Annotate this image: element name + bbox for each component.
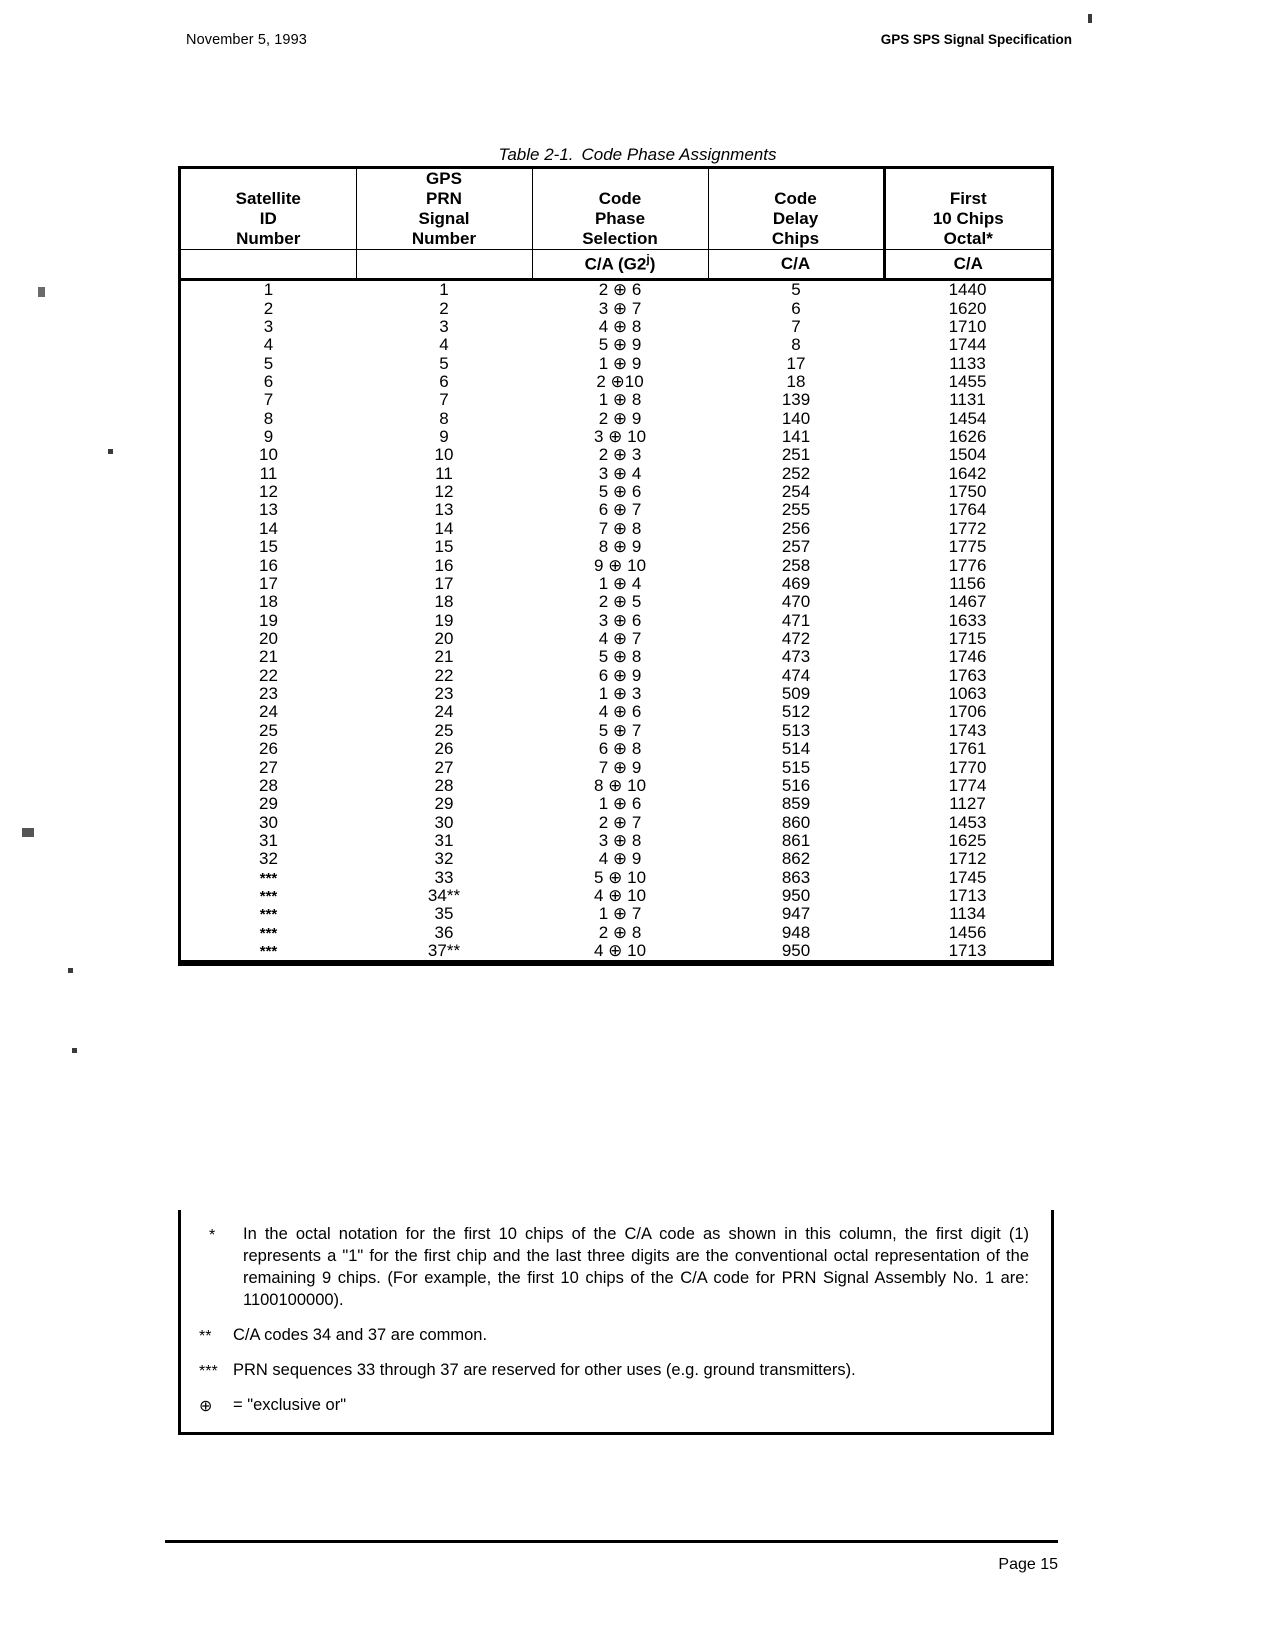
table-row (181, 520, 1051, 538)
header-line: PRN (426, 188, 462, 208)
table-body (181, 280, 1051, 962)
table-row (181, 501, 1051, 519)
cell-prn-number: 27 (434, 757, 454, 777)
cell-satellite-id: 28 (259, 775, 278, 795)
cell-code-delay-chips: 861 (781, 830, 811, 850)
cell-prn-number: 31 (434, 830, 454, 850)
table-row (181, 612, 1051, 630)
table-row (181, 575, 1051, 593)
cell-first-10-chips-octal: 1642 (948, 463, 987, 483)
table-row (181, 410, 1051, 428)
cell-code-phase-selection: 4 ⊕ 6 (598, 702, 642, 722)
cell-code-delay-chips: 258 (781, 555, 811, 575)
table-row (181, 355, 1051, 373)
table-caption (0, 145, 1275, 165)
cell-prn-number: 7 (439, 390, 449, 410)
cell-code-phase-selection: 2 ⊕ 6 (598, 280, 642, 300)
cell-prn-number: 18 (434, 592, 454, 612)
cell-first-10-chips-octal: 1713 (884, 942, 1051, 962)
cell-first-10-chips-octal: 1710 (948, 316, 987, 336)
cell-code-delay-chips: 473 (781, 647, 811, 667)
header-line: Signal (418, 208, 470, 228)
cell-prn-number: 30 (434, 812, 454, 832)
cell-code-phase-selection: 5 ⊕ 10 (593, 867, 647, 887)
cell-satellite-id: 5 (263, 353, 274, 373)
cell-code-phase-selection: 2 ⊕ 9 (598, 408, 642, 428)
cell-prn-number: 24 (434, 702, 454, 722)
cell-code-phase-selection: 6 ⊕ 7 (598, 500, 642, 520)
cell-first-10-chips-octal: 1063 (948, 684, 987, 704)
table-row (181, 832, 1051, 850)
header-line: Code (598, 188, 642, 208)
cell-first-10-chips-octal: 1620 (948, 298, 987, 318)
column-header-code-phase-selection (532, 169, 708, 249)
cell-code-phase-selection: 6 ⊕ 8 (598, 739, 642, 759)
column-header-gps-prn-signal-number (356, 169, 532, 249)
table-subheader-row (181, 249, 1051, 280)
cell-code-phase-selection: 1 ⊕ 9 (598, 353, 642, 373)
cell-code-phase-selection: 9 ⊕ 10 (593, 555, 647, 575)
table-row (181, 557, 1051, 575)
cell-first-10-chips-octal: 1456 (948, 922, 987, 942)
cell-prn-number: 9 (439, 427, 449, 447)
cell-code-delay-chips: 18 (786, 371, 806, 391)
cell-code-delay-chips: 469 (781, 573, 811, 593)
table-caption-number: Table 2-1. (498, 145, 574, 164)
cell-prn-number: 5 (439, 353, 449, 373)
code-phase-table-container (178, 166, 1054, 966)
cell-prn-number: 14 (434, 518, 454, 538)
header-line: 10 Chips (932, 208, 1004, 228)
cell-prn-number: 22 (434, 665, 454, 685)
cell-prn-number: 25 (434, 720, 454, 740)
footnote (199, 1224, 1029, 1312)
cell-prn-number: 33 (434, 867, 454, 887)
table-row (181, 905, 1051, 923)
cell-code-delay-chips: 256 (781, 518, 811, 538)
cell-satellite-id: 20 (259, 628, 278, 648)
cell-prn-number: 13 (434, 500, 454, 520)
footnote-marker: * (209, 1227, 216, 1244)
header-date: November 5, 1993 (186, 32, 307, 48)
scan-speck (72, 1048, 77, 1053)
cell-satellite-id: *** (259, 924, 278, 942)
table-row (181, 685, 1051, 703)
table-row (181, 722, 1051, 740)
cell-code-phase-selection: 4 ⊕ 10 (593, 886, 647, 906)
cell-satellite-id: 6 (263, 371, 274, 391)
cell-code-phase-selection: 1 ⊕ 7 (598, 904, 642, 924)
table-row (181, 740, 1051, 758)
cell-satellite-id: 8 (263, 408, 274, 428)
header-line: Selection (582, 228, 658, 248)
header-line: Number (411, 228, 477, 248)
cell-satellite-id: *** (181, 942, 356, 962)
cell-code-phase-selection: 5 ⊕ 7 (598, 720, 642, 740)
footer-divider (165, 1540, 1058, 1543)
footnote-marker: ⊕ (199, 1398, 213, 1416)
cell-code-delay-chips: 859 (781, 794, 811, 814)
cell-first-10-chips-octal: 1764 (948, 500, 987, 520)
cell-first-10-chips-octal: 1745 (948, 867, 987, 887)
cell-code-phase-selection: 2 ⊕10 (596, 371, 644, 391)
cell-first-10-chips-octal: 1774 (948, 775, 987, 795)
table-footnotes (178, 1210, 1054, 1435)
cell-satellite-id: 31 (259, 830, 278, 850)
cell-prn-number: 19 (434, 610, 454, 630)
cell-satellite-id: 10 (259, 445, 278, 465)
header-line: Chips (771, 228, 820, 248)
cell-code-phase-selection: 3 ⊕ 7 (598, 298, 642, 318)
cell-prn-number: 32 (434, 849, 454, 869)
cell-first-10-chips-octal: 1713 (948, 886, 987, 906)
cell-satellite-id: 4 (263, 335, 274, 355)
cell-satellite-id: 23 (259, 684, 278, 704)
cell-code-delay-chips: 948 (781, 922, 811, 942)
cell-code-delay-chips: 474 (781, 665, 811, 685)
subheader-octal-unit: C/A (884, 249, 1051, 280)
cell-code-delay-chips: 254 (781, 482, 811, 502)
cell-code-phase-selection: 3 ⊕ 8 (598, 830, 642, 850)
table-row (181, 759, 1051, 777)
cell-code-delay-chips: 6 (791, 298, 801, 318)
cell-prn-number: 26 (434, 739, 454, 759)
cell-first-10-chips-octal: 1440 (948, 280, 987, 300)
header-line: Phase (594, 208, 646, 228)
cell-code-delay-chips: 860 (781, 812, 811, 832)
table-row (181, 795, 1051, 813)
cell-code-delay-chips: 947 (781, 904, 811, 924)
cell-prn-number: 37** (356, 942, 532, 962)
subheader-blank-1 (181, 249, 356, 280)
cell-code-phase-selection: 3 ⊕ 6 (598, 610, 642, 630)
cell-prn-number: 35 (434, 904, 454, 924)
cell-code-phase-selection: 1 ⊕ 6 (598, 794, 642, 814)
cell-first-10-chips-octal: 1775 (948, 537, 987, 557)
table-row (181, 593, 1051, 611)
cell-prn-number: 2 (439, 298, 449, 318)
cell-code-delay-chips: 514 (781, 739, 811, 759)
cell-prn-number: 11 (435, 463, 453, 483)
cell-first-10-chips-octal: 1750 (948, 482, 987, 502)
cell-satellite-id: 26 (259, 739, 278, 759)
table-row (181, 887, 1051, 905)
cell-satellite-id: 7 (263, 390, 274, 410)
cell-first-10-chips-octal: 1761 (948, 739, 987, 759)
table-header (181, 169, 1051, 280)
cell-first-10-chips-octal: 1776 (948, 555, 987, 575)
cell-first-10-chips-octal: 1133 (949, 353, 986, 373)
cell-code-phase-selection: 1 ⊕ 8 (598, 390, 642, 410)
cell-code-phase-selection: 5 ⊕ 6 (598, 482, 642, 502)
cell-satellite-id: *** (259, 869, 278, 887)
table-row (181, 465, 1051, 483)
cell-satellite-id: 15 (259, 537, 278, 557)
cell-code-delay-chips: 513 (781, 720, 811, 740)
scan-speck (38, 287, 45, 297)
cell-satellite-id: 21 (259, 647, 278, 667)
table-row (181, 814, 1051, 832)
cell-first-10-chips-octal: 1134 (949, 904, 986, 924)
cell-satellite-id: 9 (263, 427, 274, 447)
cell-first-10-chips-octal: 1626 (948, 427, 987, 447)
cell-prn-number: 8 (439, 408, 449, 428)
table-row (181, 428, 1051, 446)
cell-first-10-chips-octal: 1743 (948, 720, 987, 740)
cell-first-10-chips-octal: 1770 (948, 757, 987, 777)
cell-satellite-id: 25 (259, 720, 278, 740)
cell-satellite-id: 27 (259, 757, 278, 777)
code-phase-assignments-table (181, 169, 1051, 963)
cell-code-delay-chips: 252 (781, 463, 811, 483)
cell-code-delay-chips: 515 (781, 757, 811, 777)
cell-first-10-chips-octal: 1504 (948, 445, 987, 465)
cell-satellite-id: 32 (259, 849, 278, 869)
cell-code-phase-selection: 3 ⊕ 4 (598, 463, 642, 483)
cell-satellite-id: 16 (259, 555, 278, 575)
cell-code-phase-selection: 4 ⊕ 8 (598, 316, 642, 336)
cell-code-phase-selection: 7 ⊕ 8 (598, 518, 642, 538)
cell-first-10-chips-octal: 1706 (948, 702, 987, 722)
subheader-code-phase-selection-unit: C/A (G2$^j$) (532, 249, 708, 280)
cell-satellite-id: 12 (259, 482, 278, 502)
cell-prn-number: 6 (439, 371, 449, 391)
table-row (181, 300, 1051, 318)
cell-code-delay-chips: 516 (781, 775, 811, 795)
cell-prn-number: 4 (439, 335, 449, 355)
cell-code-delay-chips: 141 (781, 427, 811, 447)
cell-code-phase-selection: 4 ⊕ 9 (598, 849, 642, 869)
column-header-first-10-chips-octal (884, 169, 1051, 249)
cell-code-phase-selection: 7 ⊕ 9 (598, 757, 642, 777)
cell-code-delay-chips: 950 (708, 942, 884, 962)
cell-prn-number: 23 (434, 684, 454, 704)
cell-code-phase-selection: 2 ⊕ 7 (598, 812, 642, 832)
cell-satellite-id: 19 (259, 610, 278, 630)
cell-first-10-chips-octal: 1772 (948, 518, 987, 538)
cell-code-delay-chips: 5 (791, 280, 801, 300)
scan-speck (108, 449, 113, 454)
cell-code-delay-chips: 7 (791, 316, 801, 336)
cell-code-phase-selection: 4 ⊕ 10 (532, 942, 708, 962)
cell-satellite-id: 1 (263, 280, 274, 300)
footnote-marker: *** (199, 1363, 218, 1381)
cell-code-phase-selection: 6 ⊕ 9 (598, 665, 642, 685)
column-header-satellite-id (181, 169, 356, 249)
cell-first-10-chips-octal: 1746 (948, 647, 987, 667)
cell-satellite-id: 22 (259, 665, 278, 685)
subheader-code-delay-unit: C/A (708, 249, 884, 280)
cell-first-10-chips-octal: 1454 (948, 408, 987, 428)
footnote-text: = "exclusive or" (233, 1396, 347, 1415)
cell-first-10-chips-octal: 1744 (948, 335, 987, 355)
cell-code-phase-selection: 1 ⊕ 3 (598, 684, 642, 704)
cell-code-delay-chips: 257 (781, 537, 811, 557)
cell-code-phase-selection: 8 ⊕ 10 (593, 775, 647, 795)
table-row (181, 391, 1051, 409)
cell-code-phase-selection: 8 ⊕ 9 (598, 537, 642, 557)
cell-satellite-id: 29 (259, 794, 278, 814)
cell-prn-number: 15 (434, 537, 454, 557)
table-caption-title: Code Phase Assignments (581, 145, 777, 164)
cell-code-delay-chips: 140 (781, 408, 811, 428)
cell-satellite-id: *** (259, 906, 278, 924)
scan-speck (68, 968, 73, 973)
cell-first-10-chips-octal: 1633 (948, 610, 987, 630)
table-row (181, 777, 1051, 795)
header-line: First (949, 188, 987, 208)
cell-prn-number: 29 (434, 794, 454, 814)
cell-code-phase-selection: 1 ⊕ 4 (598, 573, 642, 593)
cell-satellite-id: 13 (259, 500, 278, 520)
table-row (181, 538, 1051, 556)
header-document-title: GPS SPS Signal Specification (880, 32, 1072, 47)
header-line: Number (236, 228, 301, 248)
cell-code-delay-chips: 17 (786, 353, 806, 373)
cell-prn-number: 34** (427, 886, 461, 906)
cell-prn-number: 17 (434, 573, 454, 593)
scan-speck (1088, 14, 1092, 23)
footnote (199, 1360, 1029, 1382)
cell-first-10-chips-octal: 1763 (948, 665, 987, 685)
cell-satellite-id: 11 (259, 463, 278, 483)
cell-prn-number: 16 (434, 555, 454, 575)
page-header (186, 32, 1072, 48)
cell-code-delay-chips: 512 (781, 702, 811, 722)
table-row (181, 703, 1051, 721)
cell-first-10-chips-octal: 1453 (948, 812, 987, 832)
table-row (181, 850, 1051, 868)
cell-satellite-id: 24 (259, 702, 278, 722)
cell-code-phase-selection: 3 ⊕ 10 (593, 427, 647, 447)
cell-prn-number: 10 (434, 445, 454, 465)
table-row (181, 336, 1051, 354)
cell-code-phase-selection: 2 ⊕ 3 (598, 445, 642, 465)
table-row (181, 446, 1051, 464)
cell-code-phase-selection: 5 ⊕ 9 (598, 335, 642, 355)
cell-code-delay-chips: 251 (781, 445, 811, 465)
header-line: Code (774, 188, 817, 208)
cell-code-delay-chips: 863 (781, 867, 811, 887)
cell-first-10-chips-octal: 1712 (948, 849, 987, 869)
subheader-blank-2 (356, 249, 532, 280)
cell-first-10-chips-octal: 1467 (948, 592, 987, 612)
header-line: Delay (772, 208, 819, 228)
cell-satellite-id: 18 (259, 592, 278, 612)
cell-code-delay-chips: 470 (781, 592, 811, 612)
cell-code-delay-chips: 255 (781, 500, 811, 520)
cell-code-phase-selection: 2 ⊕ 5 (598, 592, 642, 612)
table-row (181, 318, 1051, 336)
column-header-code-delay-chips (708, 169, 884, 249)
cell-first-10-chips-octal: 1625 (948, 830, 987, 850)
table-row (181, 280, 1051, 300)
cell-first-10-chips-octal: 1156 (949, 573, 986, 593)
cell-code-delay-chips: 862 (781, 849, 811, 869)
scan-speck (22, 828, 34, 837)
table-row (181, 869, 1051, 887)
page-number: Page 15 (998, 1556, 1058, 1573)
cell-satellite-id: 2 (263, 298, 274, 318)
cell-first-10-chips-octal: 1455 (948, 371, 987, 391)
table-row (181, 942, 1051, 962)
footnote-text: In the octal notation for the first 10 chips of the C/A code as shown in this column, the first digit (1) represents a "1" for the first chip and the last three digits are the conventional octal representation of the remaining 9 chips. (For example, the first 10 chips of the C/A code for PRN Signal Assembly No. 1 are: 1100100000). (243, 1225, 1029, 1309)
cell-first-10-chips-octal: 1127 (949, 794, 986, 814)
footnote-text: PRN sequences 33 through 37 are reserved for other uses (e.g. ground transmitters). (233, 1361, 856, 1380)
cell-satellite-id: *** (259, 888, 278, 906)
cell-prn-number: 20 (434, 628, 454, 648)
table-row (181, 924, 1051, 942)
footnote-marker: ** (199, 1327, 212, 1345)
cell-code-delay-chips: 8 (791, 335, 801, 355)
header-line: ID (259, 208, 277, 228)
cell-code-phase-selection: 2 ⊕ 8 (598, 922, 642, 942)
cell-satellite-id: 30 (259, 812, 278, 832)
cell-code-delay-chips: 509 (781, 684, 811, 704)
header-line: Octal* (943, 228, 993, 248)
footnote (199, 1395, 1029, 1417)
cell-prn-number: 21 (434, 647, 454, 667)
cell-prn-number: 3 (439, 316, 449, 336)
header-line: Satellite (235, 188, 301, 208)
cell-code-delay-chips: 472 (781, 628, 811, 648)
cell-code-delay-chips: 950 (781, 886, 811, 906)
table-row (181, 483, 1051, 501)
cell-satellite-id: 3 (263, 316, 274, 336)
header-line: GPS (426, 169, 462, 188)
cell-prn-number: 12 (434, 482, 454, 502)
cell-satellite-id: 17 (259, 573, 278, 593)
cell-satellite-id: 14 (259, 518, 278, 538)
cell-first-10-chips-octal: 1715 (948, 628, 987, 648)
cell-prn-number: 1 (439, 280, 449, 300)
cell-code-delay-chips: 139 (781, 390, 811, 410)
table-row (181, 373, 1051, 391)
cell-code-phase-selection: 5 ⊕ 8 (598, 647, 642, 667)
table-header-row (181, 169, 1051, 249)
cell-code-phase-selection: 4 ⊕ 7 (598, 628, 642, 648)
footnote (199, 1325, 1029, 1347)
table-row (181, 648, 1051, 666)
cell-prn-number: 36 (434, 922, 454, 942)
table-row (181, 667, 1051, 685)
cell-first-10-chips-octal: 1131 (949, 390, 986, 410)
table-row (181, 630, 1051, 648)
cell-prn-number: 28 (434, 775, 454, 795)
cell-code-delay-chips: 471 (781, 610, 811, 630)
footnote-text: C/A codes 34 and 37 are common. (233, 1325, 488, 1344)
